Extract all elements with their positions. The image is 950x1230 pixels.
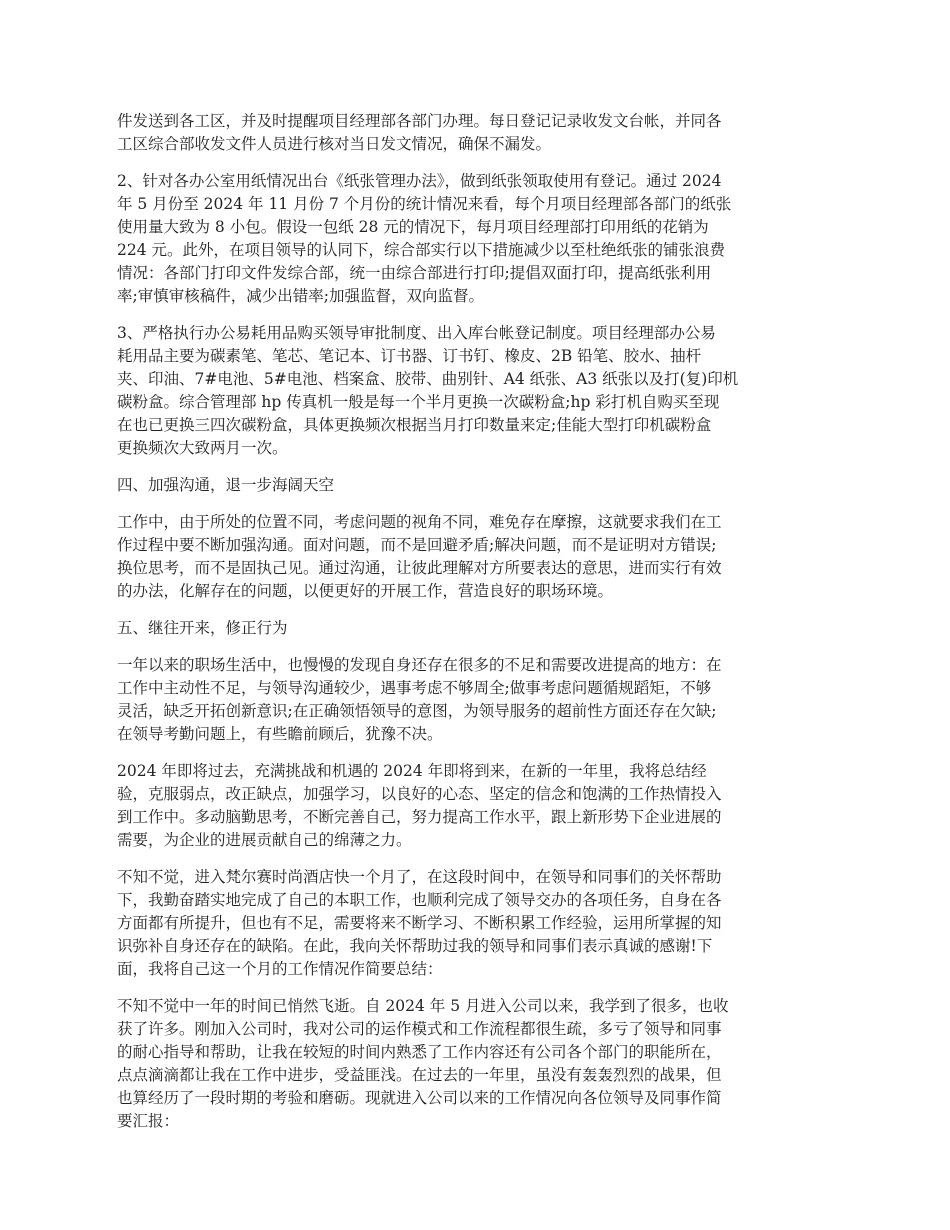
text-line: 2、针对各办公室用纸情况出台《纸张管理办法》，做到纸张领取使用有登记。通过 2024 — [117, 172, 722, 190]
text-line: 工作中主动性不足，与领导沟通较少，遇事考虑不够周全;做事考虑问题循规蹈矩，不够 — [117, 679, 712, 697]
text-line: 夹、印油、7#电池、5#电池、档案盒、胶带、曲别针、A4 纸张、A3 纸张以及打(复)印机 — [117, 370, 739, 388]
text-line: 工区综合部收发文件人员进行核对当日发文情况，确保不漏发。 — [117, 135, 552, 153]
text-line: 情况：各部门打印文件发综合部，统一由综合部进行打印;提倡双面打印，提高纸张利用 — [117, 264, 712, 282]
text-line: 需要，为企业的进展贡献自己的绵薄之力。 — [117, 831, 412, 849]
paragraph-year-summary — [117, 995, 841, 1133]
paragraph-paper-management — [117, 170, 841, 308]
text-line: 作过程中要不断加强沟通。面对问题，而不是回避矛盾;解决问题，而不是证明对方错误; — [117, 536, 717, 554]
text-line: 点点滴滴都让我在工作中进步，受益匪浅。在过去的一年里，虽没有轰轰烈烈的战果，但 — [117, 1066, 722, 1084]
text-line: 3、严格执行办公易耗用品购买领导审批制度、出入库台帐登记制度。项目经理部办公易 — [117, 324, 716, 342]
paragraph-communication — [117, 511, 841, 603]
text-line: 率;审慎审核稿件，减少出错率;加强监督，双向监督。 — [117, 287, 484, 305]
text-line: 224 元。此外，在项目领导的认同下，综合部实行以下措施减少以至杜绝纸张的铺张浪费 — [117, 241, 726, 259]
text-line: 在领导考勤问题上，有些瞻前顾后，犹豫不决。 — [117, 725, 443, 743]
text-line: 件发送到各工区，并及时提醒项目经理部各部门办理。每日登记记录收发文台帐，并同各 — [117, 112, 722, 130]
text-line: 的办法，化解存在的问题，以便更好的开展工作，营造良好的职场环境。 — [117, 582, 614, 600]
text-line: 耗用品主要为碳素笔、笔芯、笔记本、订书器、订书钉、橡皮、2B 铅笔、胶水、抽杆 — [117, 347, 702, 365]
text-line: 面，我将自己这一个月的工作情况作简要总结： — [117, 960, 443, 978]
text-line: 使用量大致为 8 小包。假设一包纸 28 元的情况下，每月项目经理部打印用纸的花销为 — [117, 218, 709, 236]
text-line: 不知不觉中一年的时间已悄然飞逝。自 2024 年 5 月进入公司以来，我学到了很多，也收 — [117, 997, 729, 1015]
text-line: 识弥补自身还存在的缺陷。在此，我向关怀帮助过我的领导和同事们表示真诚的感谢!下 — [117, 937, 713, 955]
text-line: 2024 年即将过去，充满挑战和机遇的 2024 年即将到来，在新的一年里，我将总结经 — [117, 762, 707, 780]
heading-text: 五、继往开来，修正行为 — [117, 619, 288, 637]
section-heading-improvement — [117, 617, 841, 640]
text-line: 也算经历了一段时期的考验和磨砺。现就进入公司以来的工作情况向各位领导及同事作简 — [117, 1089, 722, 1107]
text-line: 到工作中。多动脑勤思考，不断完善自己，努力提高工作水平，跟上新形势下企业进展的 — [117, 808, 722, 826]
text-line: 方面都有所提升，但也有不足，需要将来不断学习、不断积累工作经验，运用所掌握的知 — [117, 914, 722, 932]
text-line: 灵活，缺乏开拓创新意识;在正确领悟领导的意图，为领导服务的超前性方面还存在欠缺; — [117, 702, 717, 720]
text-line: 验，克服弱点，改正缺点，加强学习，以良好的心态、坚定的信念和饱满的工作热情投入 — [117, 785, 722, 803]
text-line: 工作中，由于所处的位置不同，考虑问题的视角不同，难免存在摩擦，这就要求我们在工 — [117, 513, 722, 531]
paragraph-file-distribution — [117, 110, 841, 156]
text-line: 换位思考，而不是固执己见。通过沟通，让彼此理解对方所要表达的意思，进而实行有效 — [117, 559, 722, 577]
text-line: 一年以来的职场生活中，也慢慢的发现自身还存在很多的不足和需要改进提高的地方：在 — [117, 656, 722, 674]
document-page — [117, 110, 841, 1147]
text-line: 下，我勤奋踏实地完成了自己的本职工作，也顺利完成了领导交办的各项任务，自身在各 — [117, 891, 722, 909]
section-heading-communication — [117, 474, 841, 497]
heading-text: 四、加强沟通，退一步海阔天空 — [117, 476, 335, 494]
paragraph-hotel-month — [117, 866, 841, 981]
text-line: 的耐心指导和帮助，让我在较短的时间内熟悉了工作内容还有公司各个部门的职能所在， — [117, 1043, 722, 1061]
text-line: 碳粉盒。综合管理部 hp 传真机一般是每一个半月更换一次碳粉盒;hp 彩打机自购买至现 — [117, 393, 720, 411]
paragraph-office-supplies — [117, 322, 841, 460]
paragraph-new-year — [117, 760, 841, 852]
text-line: 年 5 月份至 2024 年 11 月份 7 个月份的统计情况来看，每个月项目经理部各部门的纸张 — [117, 195, 732, 213]
paragraph-shortcomings — [117, 654, 841, 746]
text-line: 不知不觉，进入梵尔赛时尚酒店快一个月了，在这段时间中，在领导和同事们的关怀帮助 — [117, 868, 722, 886]
text-line: 更换频次大致两月一次。 — [117, 439, 288, 457]
text-line: 获了许多。刚加入公司时，我对公司的运作模式和工作流程都很生疏，多亏了领导和同事 — [117, 1020, 722, 1038]
text-line: 要汇报： — [117, 1112, 180, 1130]
text-line: 在也已更换三四次碳粉盒，具体更换频次根据当月打印数量来定;佳能大型打印机碳粉盒 — [117, 416, 712, 434]
